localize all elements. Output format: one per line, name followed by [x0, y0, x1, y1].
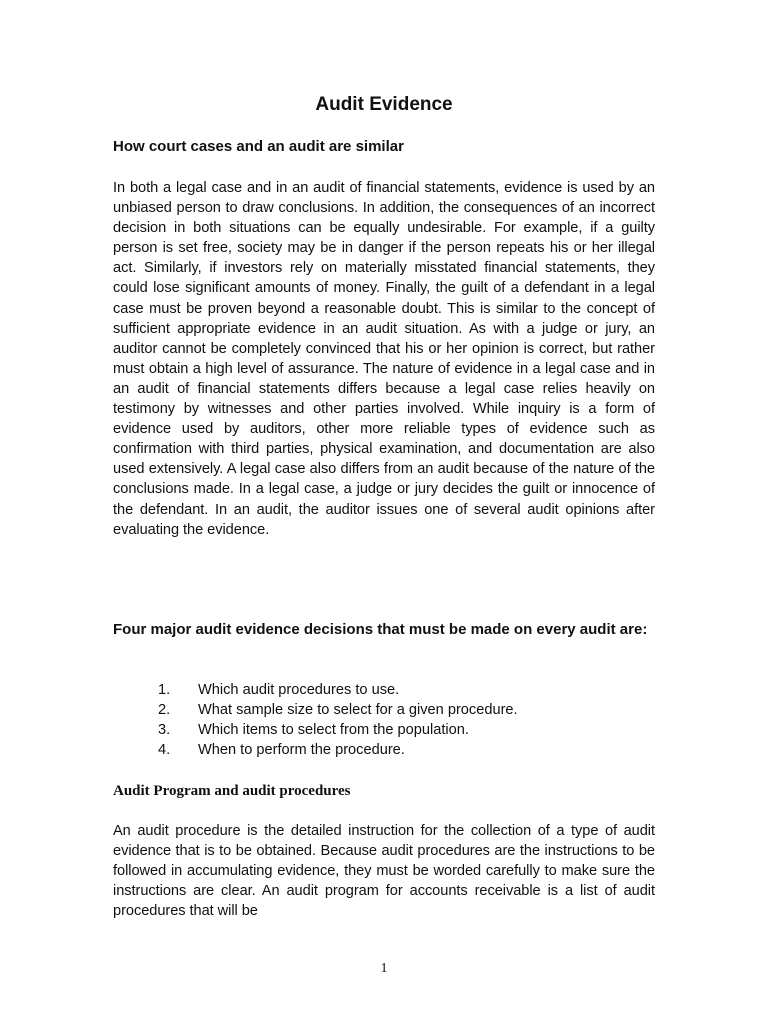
list-item-number: 4.: [158, 742, 171, 758]
paragraph-court-cases: In both a legal case and in an audit of financial statements, evidence is used by an unbiased person to draw conclusions. In addition, the consequences of an incorrect decision in both situations can be equally undesirable. For example, if a guilty person is set free, society may be in danger if the person repeats his or her illegal act. Similarly, if investors rely on materially misstated financial statements, they could lose significant amounts of money. Finally, the guilt of a defendant in a legal case must be proven beyond a reasonable doubt. This is similar to the concept of sufficient appropriate evidence in an audit situation. As with a judge or jury, an auditor cannot be completely convinced that his or her opinion is correct, but rather must obtain a high level of assurance. The nature of evidence in a legal case and in an audit of financial statements differs because a legal case relies heavily on testimony by witnesses and other parties involved. While inquiry is a form of evidence used by auditors, other more reliable types of evidence such as confirmation with third parties, physical examination, and documentation are also used extensively. A legal case also differs from an audit because of the nature of the conclusions made. In a legal case, a judge or jury decides the guilt or innocence of the defendant. In an audit, the auditor issues one of several audit opinions after evaluating the evidence.: [113, 180, 655, 538]
list-item-text: Which items to select from the population.: [198, 722, 469, 738]
section-heading-evidence-decisions: Four major audit evidence decisions that must be made on every audit are:: [113, 621, 648, 638]
list-item-text: When to perform the procedure.: [198, 742, 405, 758]
list-item-number: 2.: [158, 702, 171, 718]
evidence-decisions-list: [158, 680, 518, 760]
section-heading-court-cases: How court cases and an audit are similar: [113, 138, 404, 155]
list-item-number: 1.: [158, 682, 171, 698]
section-heading-audit-program: Audit Program and audit procedures: [113, 783, 351, 799]
list-item-text: What sample size to select for a given procedure.: [198, 702, 518, 718]
paragraph-audit-program: An audit procedure is the detailed instruction for the collection of a type of audit evidence that is to be obtained. Because audit procedures are the instructions to be followed in accumulating evidence, they must be worded carefully to make sure the instructions are clear. An audit program for accounts receivable is a list of audit procedures that will be: [113, 823, 655, 920]
list-item-text: Which audit procedures to use.: [198, 682, 400, 698]
page-number: 1: [380, 961, 388, 976]
list-item-number: 3.: [158, 722, 171, 738]
list-item: [158, 720, 518, 740]
list-item: [158, 680, 518, 700]
list-item: [158, 700, 518, 720]
list-item: [158, 740, 518, 760]
document-title: Audit Evidence: [315, 94, 453, 115]
